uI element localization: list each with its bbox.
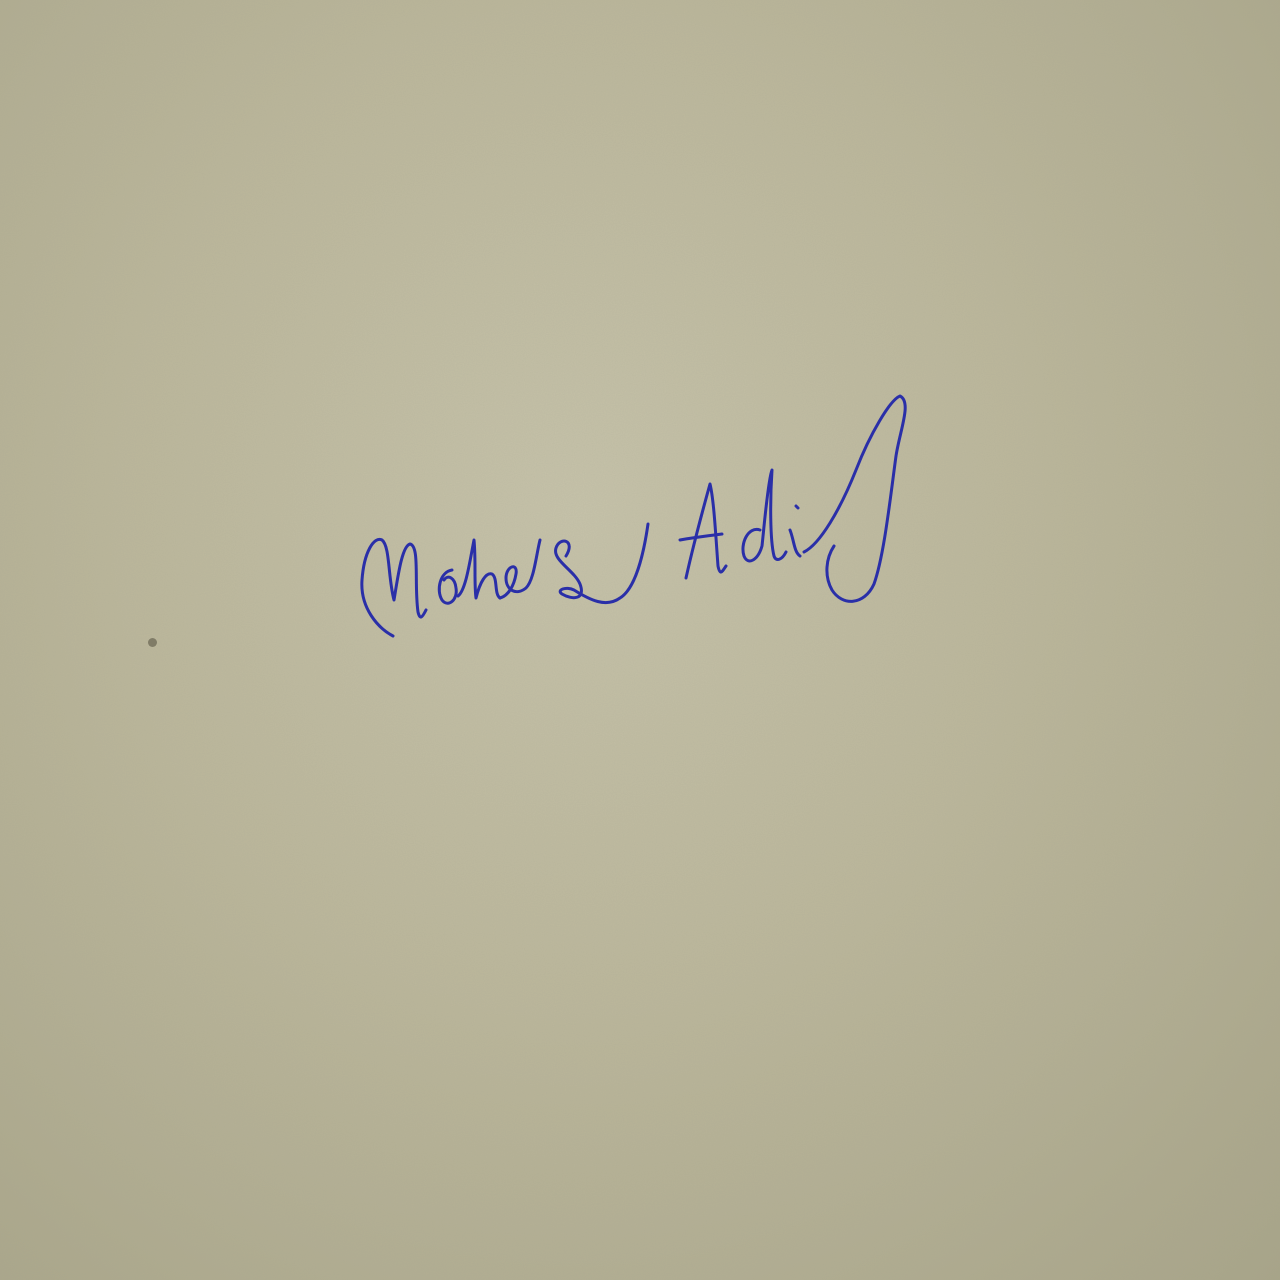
signature-stroke-m xyxy=(362,539,426,636)
signature-stroke-o xyxy=(439,570,456,603)
signature-stroke-i xyxy=(790,530,800,556)
signature-stroke-i-dot xyxy=(796,506,798,508)
signature-stroke-d2 xyxy=(743,470,786,561)
paper-speck xyxy=(148,638,157,647)
handwritten-signature xyxy=(340,380,920,660)
signature-stroke-d xyxy=(500,540,540,598)
signature-stroke-flourish xyxy=(556,524,648,603)
signature-stroke-h xyxy=(458,540,500,598)
signature-stroke-l xyxy=(804,396,905,601)
signature-stroke-a xyxy=(686,484,726,578)
